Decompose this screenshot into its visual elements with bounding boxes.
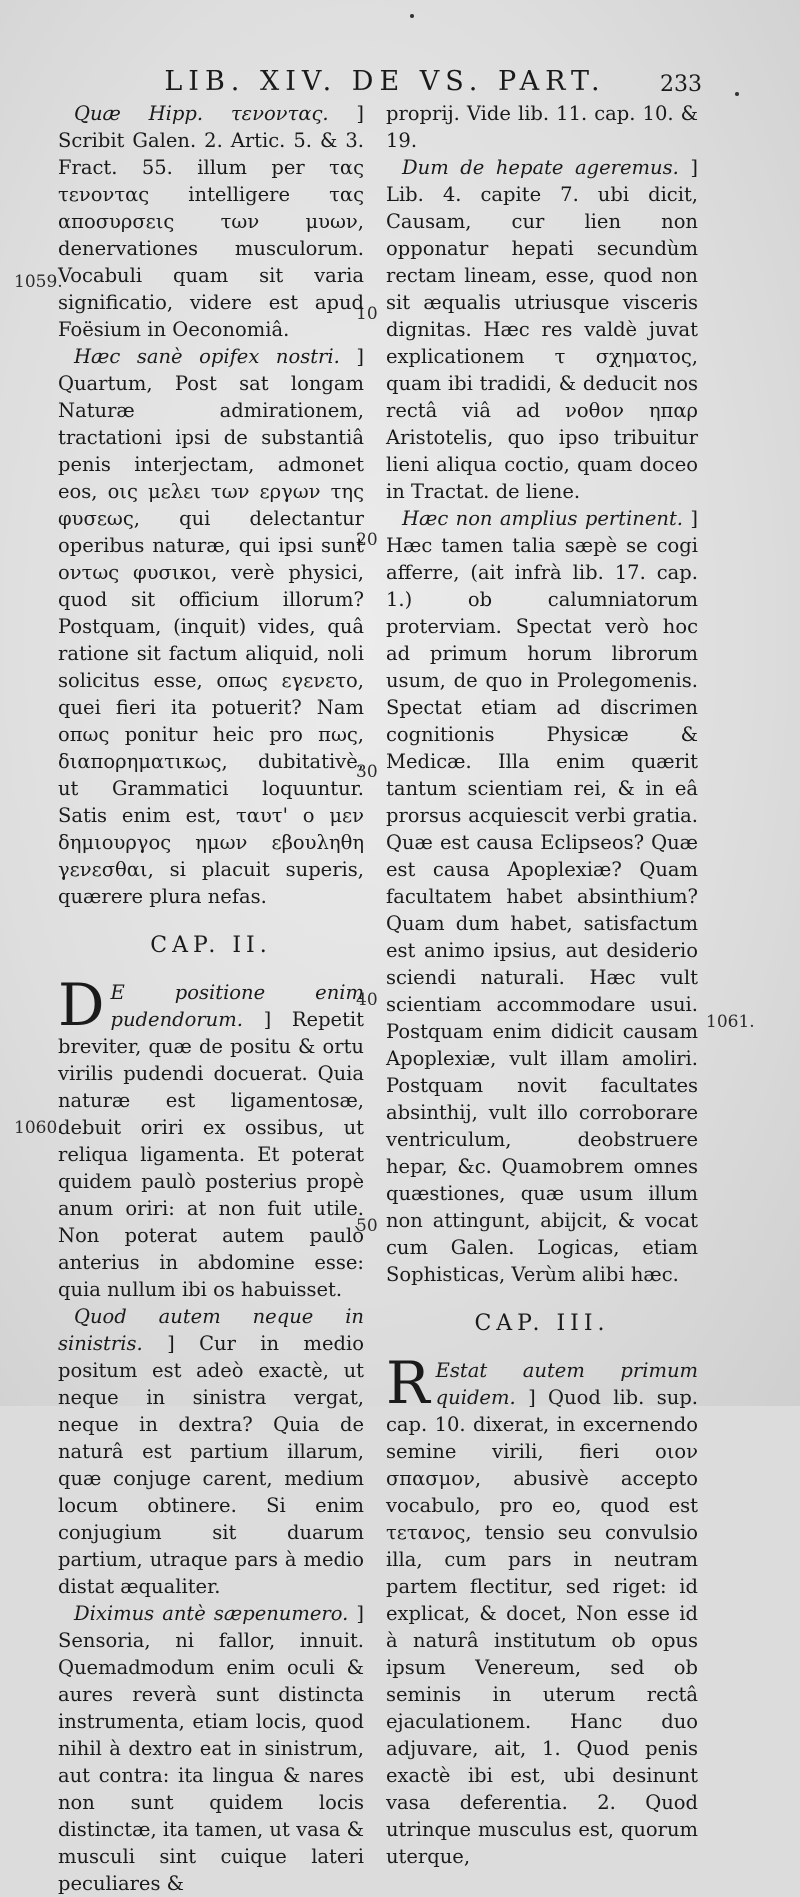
drop-cap: D: [58, 971, 105, 1039]
commentary-text: ] Lib. 4. capite 7. ubi dicit, Causam, cur lien non opponatur hepati secundùm rectam lineam, esse, quod non sit æqualis utriusque visceris dignitas. Hæc res valdè juvat explicationem τ σχηματος, quam ibi tradidi, & deducit nos rectâ viâ ad νοθον ηπαρ Aristotelis, quo ipso tribuitur lieni aliqua coctio, quam doceo in Tractat. de liene.: [386, 156, 699, 503]
chapter-heading: CAP. III.: [474, 1311, 610, 1336]
lemma: Hæc non amplius pertinent.: [402, 507, 683, 530]
ink-speck: [735, 92, 739, 96]
paragraph: [386, 100, 698, 154]
commentary-text: ] Sensoria, ni fallor, innuit. Quemadmodum enim oculi & aures reverà sunt distincta instrumenta, etiam locis, quod nihil à dextro eat in sinistrum, aut contra: ita lingua & nares non sunt quidem locis distinctæ, ita tamen, ut vasa & musculi sint cuique lateri peculiares &: [58, 1602, 365, 1895]
commentary-text: ] Repetit breviter, quæ de positu & ortu virilis pudendi docuerat. Quia naturæ est ligamentosæ, debuit oriri ex ossibus, ut reliqua ligamenta. Et poterat quidem paulò posterius propè anum oriri: at non fuit utile. Non poterat autem paulò anterius in abdomine esse: quia nullum ibi os habuisset.: [58, 1008, 364, 1301]
chapter-heading: CAP. II.: [150, 933, 272, 958]
line-number-40: 40: [356, 990, 378, 1010]
commentary-text: ] Scribit Galen. 2. Artic. 5. & 3. Fract. 55. illum per τας τενοντας intelligere τας αποσυρσεις των μυων, denervationes musculorum. Vocabuli quam sit varia significatio, videre est apud Foësium in Oeconomiâ.: [58, 102, 364, 341]
lemma: Dum de hepate ageremus.: [402, 156, 679, 179]
commentary-text: proprij. Vide lib. 11. cap. 10. & 19.: [386, 102, 698, 152]
running-title: LIB. XIV. DE VS. PART.: [164, 66, 606, 97]
paragraph: [58, 1303, 364, 1600]
paragraph: [58, 100, 364, 343]
drop-cap: R: [386, 1349, 430, 1417]
lemma: Quod autem neque in sinistris.: [58, 1305, 364, 1355]
line-number-10: 10: [356, 304, 378, 324]
commentary-text: ] Quod lib. sup. cap. 10. dixerat, in excernendo semine virili, fieri οιον σπασμον, abusivè accepto vocabulo, pro eo, quod est τετανος, tensio seu convulsio illa, cum pars in neutram partem flectitur, sed riget: id explicat, & docet, Non esse id à naturâ institutum ob opus ipsum Venereum, sed ob seminis in uterum rectâ ejaculationem. Hanc duo adjuvare, ait, 1. Quod penis exactè ibi est, ubi desinunt vasa deferentia. 2. Quod utrinque musculus est, quorum uterque,: [386, 1386, 698, 1868]
line-number-20: 20: [356, 530, 378, 550]
paragraph: [386, 154, 698, 505]
lemma: Estat autem primum quidem.: [435, 1359, 698, 1409]
line-number-30: 30: [356, 762, 378, 782]
paragraph: [58, 343, 364, 910]
margin-number-1059: 1059.: [14, 272, 63, 292]
paragraph: [386, 505, 698, 1288]
lemma: E positione enim pudendorum.: [110, 981, 364, 1031]
commentary-text: ] Cur in medio positum est adeò exactè, ut neque in sinistra vergat, neque in dextra? Quia de naturâ est partium illarum, quæ conjuge carent, medium locum obtinere. Si enim conjugium sit duarum partium, utraque pars à medio distat æqualiter.: [58, 1332, 364, 1598]
lemma: Diximus antè sæpenumero.: [74, 1602, 349, 1625]
right-column: [386, 100, 698, 1870]
commentary-text: ] Hæc tamen talia sæpè se cogi afferre, (ait infrà lib. 17. cap. 1.) ob calumniatorum proterviam. Spectat verò hoc ad primum horum librorum usum, de quo in Prolegomenis. Spectat etiam ad discrimen cognitionis Physicæ & Medicæ. Illa enim quærit tantum scientiam rei, & in eâ prorsus acquiescit verbi gratia. Quæ est causa Eclipseos? Quæ est causa Apoplexiæ? Quam facultatem habet absinthium? Quam dum habet, satisfactum est animo ipsius, aut desiderio sciendi naturali. Hæc vult scientiam accommodare usui. Postquam enim didicit causam Apoplexiæ, vult illam amoliri. Postquam novit facultates absinthij, vult illo corroborare ventriculum, deobstruere hepar, &c. Quamobrem omnes quæstiones, quæ usum illum non attingunt, abijcit, & vocat cum Galen. Logicas, etiam Sophisticas, Verùm alibi hæc.: [386, 507, 698, 1286]
margin-number-1060: 1060.: [14, 1118, 63, 1138]
paragraph: [386, 1349, 698, 1870]
commentary-text: ] Quartum, Post sat longam Naturæ admirationem, tractationi ipsi de substantiâ penis interjectam, admonet eos, οις μελει των εργων της φυσεως, qui delectantur operibus naturæ, qui ipsi sunt οντως φυσικοι, verè physici, quod sit officium illorum? Postquam, (inquit) vides, quâ ratione sit factum aliquid, noli solicitus esse, οπως εγενετο, quei fieri ita potuerit? Nam οπως ponitur heic pro πως, διαπορηματικως, dubitativè, ut Grammatici loquuntur. Satis enim est, ταυτ' ο μεν δημιουργος ημων εβουληθη γενεσθαι, si placuit superis, quærere plura nefas.: [58, 345, 364, 908]
lemma: Quæ Hipp. τενοντας.: [74, 102, 329, 125]
paragraph: [58, 971, 364, 1303]
paragraph: [58, 1600, 364, 1897]
ink-speck: [410, 14, 414, 18]
line-number-50: 50: [356, 1216, 378, 1236]
left-column: [58, 100, 364, 1897]
margin-number-1061: 1061.: [706, 1012, 755, 1032]
page-number: 233: [660, 72, 702, 97]
lemma: Hæc sanè opifex nostri.: [74, 345, 340, 368]
